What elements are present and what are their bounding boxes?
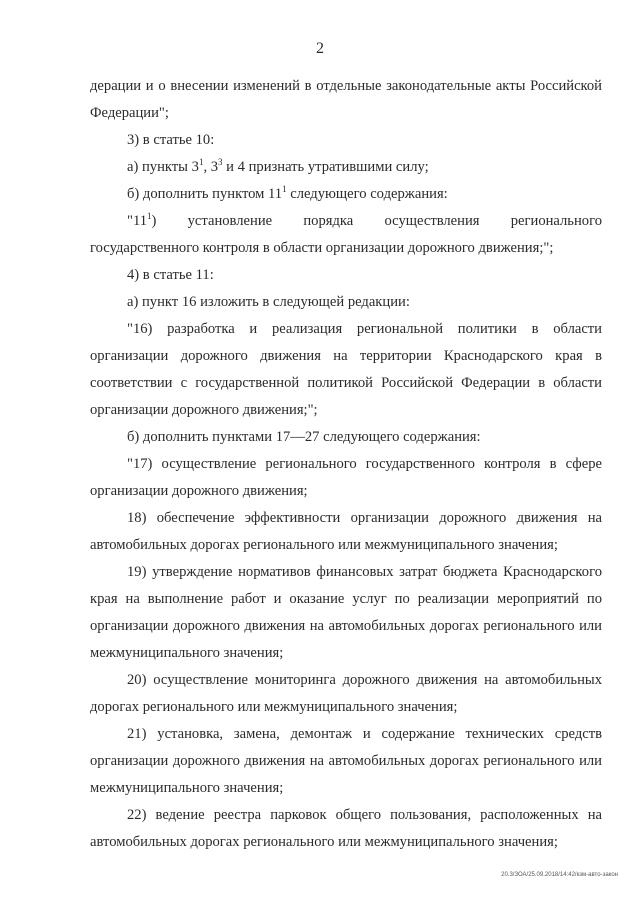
paragraph-9: б) дополнить пунктами 17—27 следующего содержания: [127, 429, 481, 445]
paragraph-3: а) пункты $3^1$, $3^3$ и 4 признать утратившими силу; [127, 157, 429, 175]
paragraph-6: 4) в статье 11: [127, 267, 214, 283]
page-number: 2 [316, 40, 324, 57]
document-body [90, 73, 602, 856]
paragraph-1: дерации и о внесении изменений в отдельные законодательные акты Российской Федерации"; [90, 78, 602, 121]
paragraph-12: 19) утверждение нормативов финансовых затрат бюджета Краснодарского края на выполнение работ и оказание услуг по реализации мероприятий по организации дорожного движения на автомобильных дорогах регионального или межмуниципального значения; [90, 564, 602, 661]
paragraph-5: "$11^1$) установление порядка осуществления регионального государственного контроля в области организации дорожного движения;"; [90, 211, 602, 256]
paragraph-10: "17) осуществление регионального государственного контроля в сфере организации дорожного движения; [90, 456, 602, 499]
paragraph-15: 22) ведение реестра парковок общего пользования, расположенных на автомобильных дорогах регионального или межмуниципального значения; [90, 807, 602, 850]
paragraph-7: а) пункт 16 изложить в следующей редакции: [127, 294, 410, 310]
document-footer-id: 20.3/ЗОА/25.09.2018/14:42/кзм-авто-закон [501, 872, 618, 878]
paragraph-2: 3) в статье 10: [127, 132, 215, 148]
paragraph-4: б) дополнить пунктом $11^1$ следующего содержания: [127, 184, 448, 202]
paragraph-8: "16) разработка и реализация региональной политики в области организации дорожного движения на территории Краснодарского края в соответствии с государственной политикой Российской Федерации в области организации дорожного движения;"; [90, 321, 602, 418]
paragraph-13: 20) осуществление мониторинга дорожного движения на автомобильных дорогах регионального или межмуниципального значения; [90, 672, 602, 715]
paragraph-14: 21) установка, замена, демонтаж и содержание технических средств организации дорожного движения на автомобильных дорогах регионального или межмуниципального значения; [90, 726, 602, 796]
paragraph-11: 18) обеспечение эффективности организации дорожного движения на автомобильных дорогах регионального или межмуниципального значения; [90, 510, 602, 553]
